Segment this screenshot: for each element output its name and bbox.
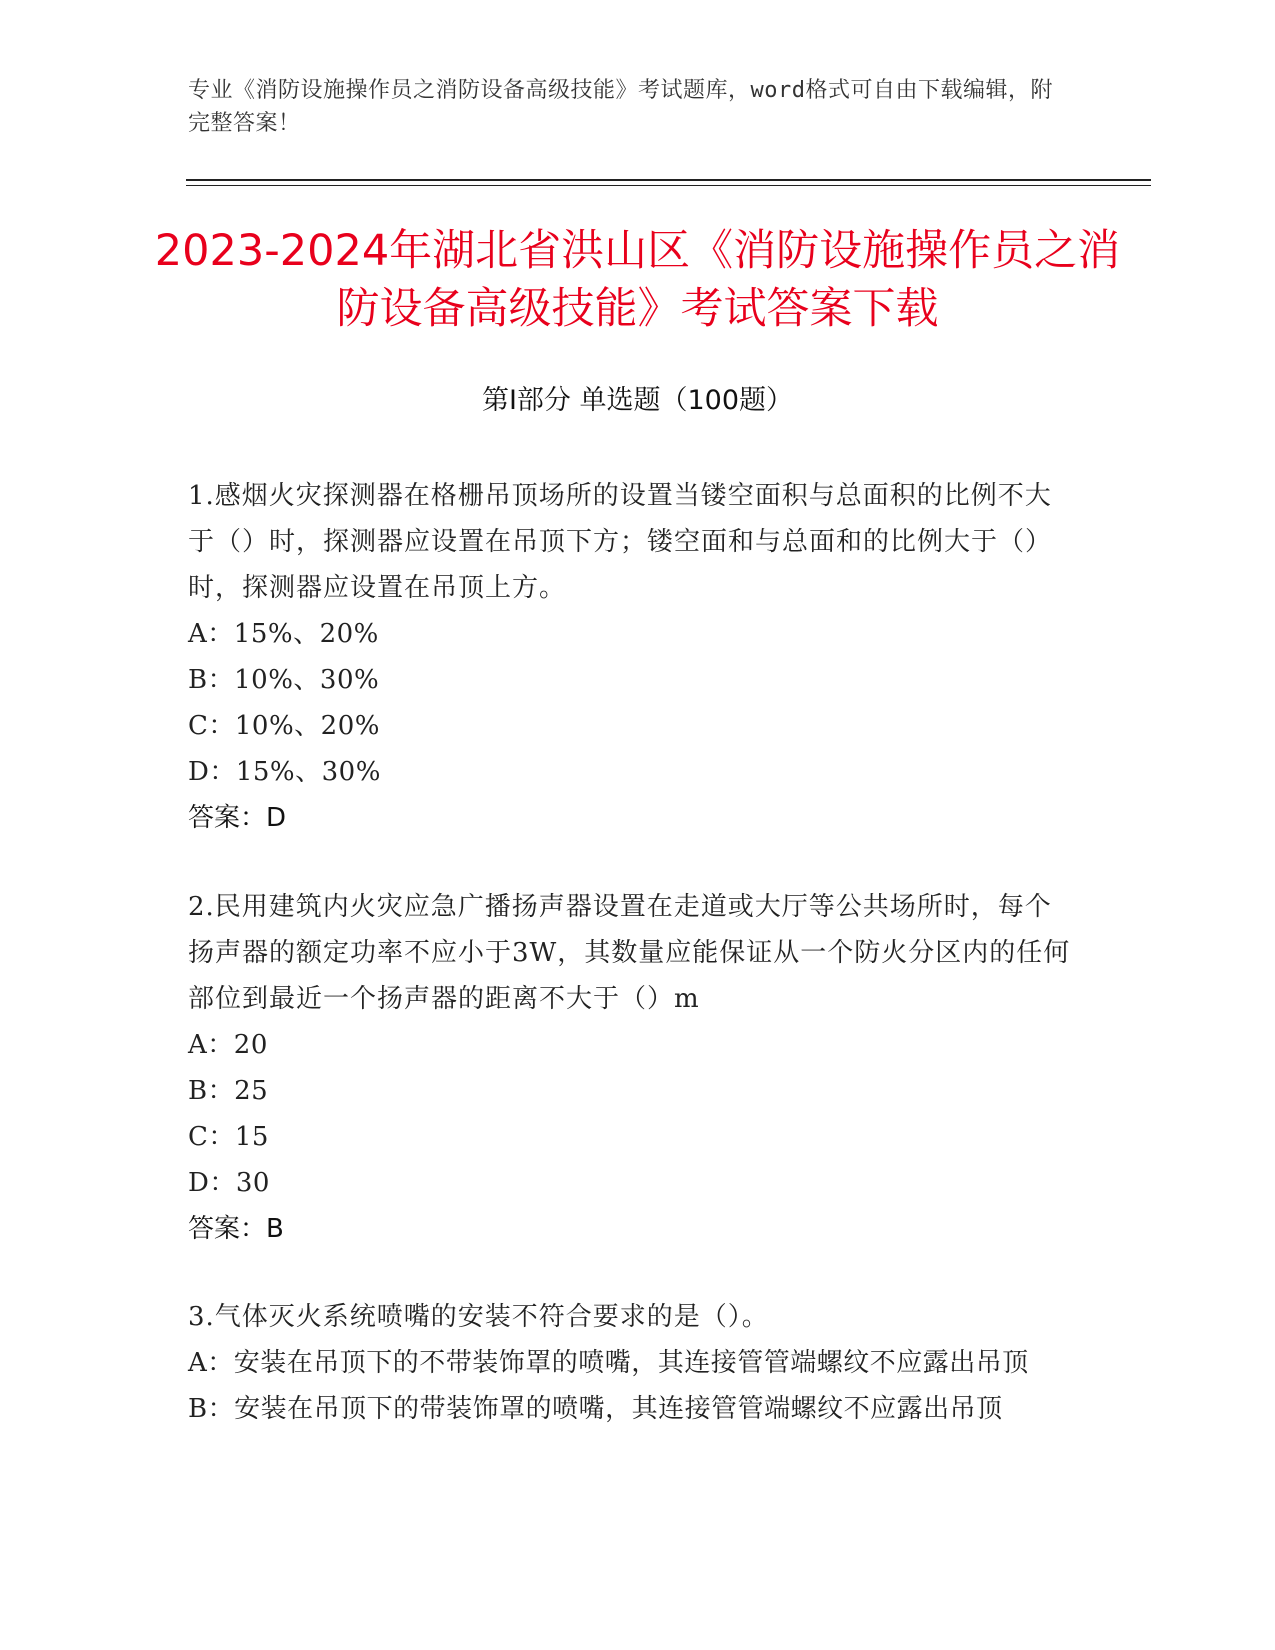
question-1	[188, 473, 1078, 841]
option-c: C：15	[188, 1122, 269, 1152]
question-2	[188, 884, 1078, 1252]
option-a: A：15%、20%	[188, 619, 379, 649]
document-title: 2023-2024年湖北省洪山区《消防设施操作员之消防设备高级技能》考试答案下载	[154, 226, 1121, 334]
header-note: 专业《消防设施操作员之消防设备高级技能》考试题库，word格式可自由下载编辑，附完整答案！	[188, 78, 1053, 136]
answer: 答案：B	[188, 1214, 284, 1244]
option-d: D：15%、30%	[188, 757, 381, 787]
option-b: B：安装在吊顶下的带装饰罩的喷嘴，其连接管管端螺纹不应露出吊顶	[188, 1394, 1003, 1424]
question-stem: 2.民用建筑内火灾应急广播扬声器设置在走道或大厅等公共场所时，每个扬声器的额定功率不应小于3W，其数量应能保证从一个防火分区内的任何部位到最近一个扬声器的距离不大于（）m	[188, 892, 1071, 1014]
option-b: B：25	[188, 1076, 269, 1106]
option-a: A：20	[188, 1030, 268, 1060]
option-d: D：30	[188, 1168, 270, 1198]
question-3	[188, 1294, 1078, 1432]
header-divider-thin	[186, 185, 1151, 186]
question-stem: 3.气体灭火系统喷嘴的安装不符合要求的是（）。	[188, 1302, 769, 1332]
option-a: A：安装在吊顶下的不带装饰罩的喷嘴，其连接管管端螺纹不应露出吊顶	[188, 1348, 1029, 1378]
option-c: C：10%、20%	[188, 711, 380, 741]
section-heading: 第Ⅰ部分 单选题（100题）	[481, 385, 794, 416]
question-stem: 1.感烟火灾探测器在格栅吊顶场所的设置当镂空面积与总面积的比例不大于（）时，探测器应设置在吊顶下方；镂空面和与总面和的比例大于（）时，探测器应设置在吊顶上方。	[188, 481, 1053, 603]
header-divider-thick	[186, 179, 1151, 181]
option-b: B：10%、30%	[188, 665, 380, 695]
answer: 答案：D	[188, 803, 287, 833]
